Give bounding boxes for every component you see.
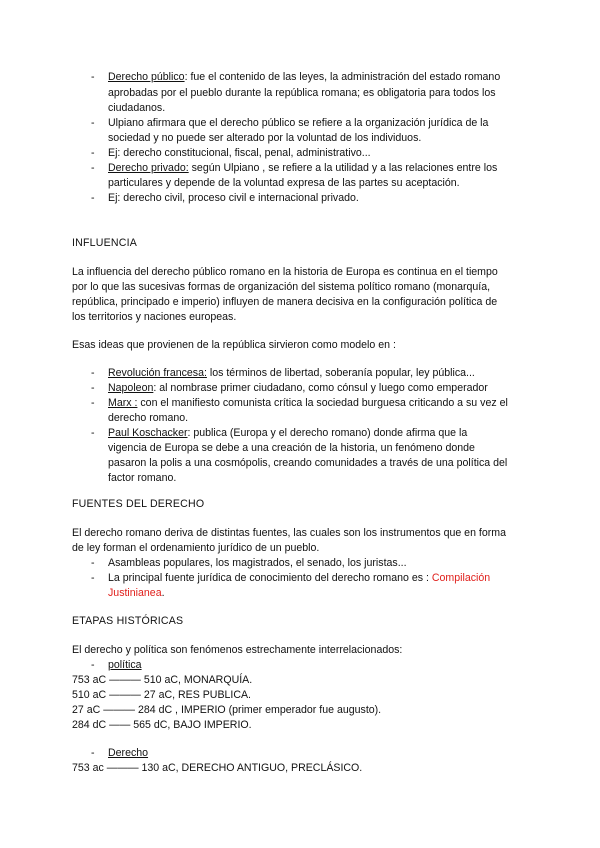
list-item-cont: derecho romano. — [108, 412, 189, 424]
timeline-from: 284 dC — [72, 719, 107, 731]
term-derecho-privado: Derecho privado: — [108, 162, 189, 174]
bullet: - — [91, 162, 95, 174]
timeline-dash: ——— — [106, 674, 144, 686]
term-paul-koschacker: Paul Koschacker — [108, 427, 188, 439]
subheading-derecho: Derecho — [108, 747, 149, 759]
list-item-text: : fue el contenido de las leyes, la administración del estado romano — [184, 71, 501, 83]
list-item: Ej: derecho constitucional, fiscal, penal, administrativo... — [108, 147, 371, 159]
timeline-dash: ——— — [106, 689, 144, 701]
paragraph-line: de ley forman el ordenamiento jurídico de un pueblo. — [72, 542, 320, 554]
timeline-row — [72, 688, 251, 703]
list-item-text: según Ulpiano , se refiere a la utilidad y a las relaciones entre los — [188, 162, 498, 174]
list-item-cont: vigencia de Europa se debe a una creación de la historia, un fenómeno donde — [108, 442, 475, 454]
list-item: Ulpiano afirmara que el derecho público se refiere a la organización jurídica de la — [108, 117, 489, 129]
subheading-politica: política — [108, 659, 142, 671]
paragraph-line: Esas ideas que provienen de la república sirvieron como modelo en : — [72, 339, 396, 351]
timeline-from: 753 ac — [72, 762, 104, 774]
list-item — [108, 426, 467, 441]
bullet: - — [91, 659, 95, 671]
term-marx: Marx : — [108, 397, 138, 409]
section-heading-etapas: ETAPAS HISTÓRICAS — [72, 615, 184, 627]
term-napoleon: Napoleon — [108, 382, 154, 394]
timeline-dash: ——— — [103, 762, 142, 774]
list-item — [108, 381, 488, 396]
list-item-cont: ciudadanos. — [108, 102, 166, 114]
bullet: - — [91, 192, 95, 204]
timeline-row — [72, 673, 252, 688]
timeline-row — [72, 703, 381, 718]
paragraph-line: los territorios y naciones europeas. — [72, 311, 237, 323]
timeline-from: 27 aC — [72, 704, 101, 716]
timeline-to: 130 aC, DERECHO ANTIGUO, PRECLÁSICO. — [141, 762, 363, 774]
term-derecho-publico: Derecho público — [108, 71, 185, 83]
list-item-cont: particulares y depende de la voluntad expresa de las partes su aceptación. — [108, 177, 460, 189]
term-revolucion-francesa: Revolución francesa: — [108, 367, 207, 379]
list-item-text: La principal fuente jurídica de conocimiento del derecho romano es : — [108, 572, 432, 584]
list-item-text: . — [161, 587, 165, 599]
timeline-to: 27 aC, RES PUBLICA. — [143, 689, 252, 701]
list-item-cont: pasaron la polis a una cosmópolis, creando comunidades a través de una política del — [108, 457, 508, 469]
list-item-text: los términos de libertad, soberanía popular, ley pública... — [206, 367, 475, 379]
timeline-to: 284 dC , IMPERIO (primer emperador fue augusto). — [137, 704, 382, 716]
timeline-from: 510 aC — [72, 689, 107, 701]
bullet: - — [91, 367, 95, 379]
list-item-cont — [108, 586, 165, 601]
timeline-dash: —— — [106, 719, 134, 731]
bullet: - — [91, 117, 95, 129]
paragraph-line: república, principado e imperio) influyen de manera decisiva en la configuración política de — [72, 296, 498, 308]
list-item-cont: sociedad y no puede ser alterado por la voluntad de los individuos. — [108, 132, 422, 144]
term-justinianea: Justinianea — [108, 587, 162, 599]
section-heading-influencia: INFLUENCIA — [72, 237, 137, 249]
timeline-row — [72, 761, 362, 776]
timeline-to: 565 dC, BAJO IMPERIO. — [133, 719, 252, 731]
list-item-text: : al nombrase primer ciudadano, como cónsul y luego como emperador — [153, 382, 488, 394]
list-item-text: : publica (Europa y el derecho romano) donde afirma que la — [187, 427, 468, 439]
timeline-from: 753 aC — [72, 674, 107, 686]
paragraph-line: El derecho y política son fenómenos estrechamente interrelacionados: — [72, 644, 403, 656]
list-item — [108, 396, 508, 411]
bullet: - — [91, 147, 95, 159]
bullet: - — [91, 397, 95, 409]
timeline-dash: ——— — [100, 704, 138, 716]
list-item — [108, 366, 475, 381]
timeline-to: 510 aC, MONARQUÍA. — [143, 674, 253, 686]
list-item — [108, 161, 497, 176]
term-compilacion: Compilación — [431, 572, 491, 584]
paragraph-line: por lo que las sucesivas formas de organización del sistema político romano (monarquía, — [72, 281, 491, 293]
bullet: - — [91, 572, 95, 584]
list-item: Ej: derecho civil, proceso civil e internacional privado. — [108, 192, 359, 204]
list-item: Asambleas populares, los magistrados, el senado, los juristas... — [108, 557, 407, 569]
bullet: - — [91, 427, 95, 439]
section-heading-fuentes: FUENTES DEL DERECHO — [72, 498, 205, 510]
bullet: - — [91, 747, 95, 759]
bullet: - — [91, 71, 95, 83]
list-item — [108, 70, 500, 85]
list-item-text: con el manifiesto comunista crítica la sociedad burguesa criticando a su vez el — [137, 397, 508, 409]
timeline-row — [72, 718, 252, 733]
list-item-cont: aprobadas por el pueblo durante la república romana; es obligatoria para todos los — [108, 87, 496, 99]
bullet: - — [91, 382, 95, 394]
list-item — [108, 571, 490, 586]
list-item-cont: factor romano. — [108, 472, 177, 484]
paragraph-line: El derecho romano deriva de distintas fuentes, las cuales son los instrumentos que en forma — [72, 527, 506, 539]
bullet: - — [91, 557, 95, 569]
paragraph-line: La influencia del derecho público romano en la historia de Europa es continua en el tiempo — [72, 266, 498, 278]
